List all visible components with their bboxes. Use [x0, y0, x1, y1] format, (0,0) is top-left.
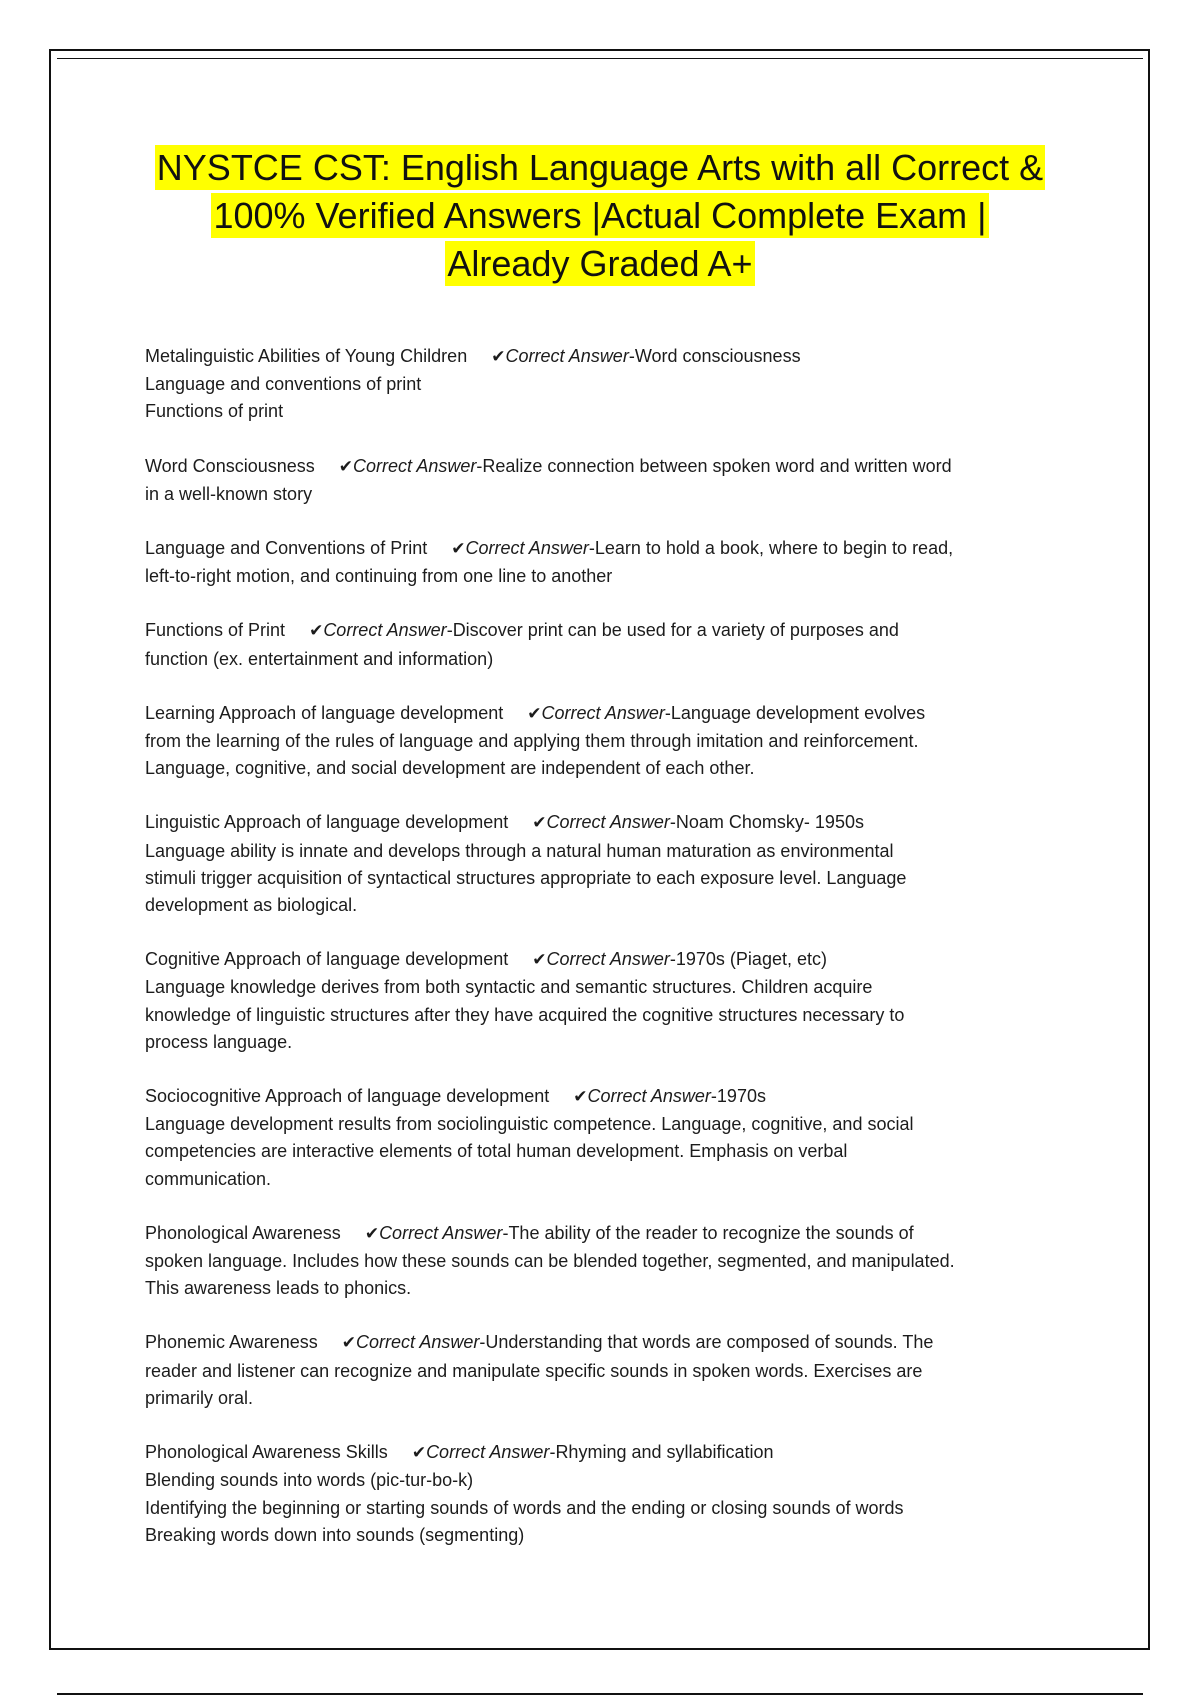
answer-continuation-line: Functions of print	[145, 401, 284, 422]
qa-entry	[145, 1439, 1065, 1549]
answer-separator: -	[664, 702, 671, 723]
qa-entries-list	[145, 343, 1065, 1576]
correct-answer-label: Correct Answer	[353, 455, 477, 476]
answer-continuation-line: development as biological.	[145, 895, 358, 916]
answer-separator: -	[476, 455, 483, 476]
answer-separator: -	[549, 1442, 556, 1463]
correct-answer-label: Correct Answer	[546, 949, 670, 970]
answer-separator: -	[502, 1222, 509, 1243]
answer-continuation-line: spoken language. Includes how these sounds can be blended together, segmented, and manipulated.	[145, 1251, 955, 1272]
qa-entry	[145, 453, 1065, 508]
answer-continuation-line: Breaking words down into sounds (segmenting)	[145, 1524, 525, 1545]
answer-continuation-line: Blending sounds into words (pic-tur-bo-k)	[145, 1470, 474, 1491]
correct-answer-label: Correct Answer	[505, 346, 629, 366]
entry-term: Phonological Awareness	[145, 1222, 341, 1243]
entry-first-line	[145, 1329, 1065, 1357]
checkmark-icon: ✔	[491, 347, 506, 367]
correct-answer-label: Correct Answer	[465, 538, 589, 559]
answer-text: Understanding that words are composed of sounds. The	[485, 1332, 934, 1353]
correct-answer-label: Correct Answer	[587, 1086, 711, 1107]
entry-first-line	[145, 343, 1065, 371]
checkmark-icon: ✔	[411, 1443, 427, 1464]
entry-term: Phonological Awareness Skills	[145, 1442, 388, 1463]
answer-separator: -	[669, 949, 676, 970]
entry-first-line	[145, 453, 1065, 481]
entry-term: Sociocognitive Approach of language development	[145, 1086, 550, 1107]
entry-first-line	[145, 1220, 1065, 1248]
answer-continuation-line: Language, cognitive, and social development are independent of each other.	[145, 758, 755, 779]
answer-continuation-line: process language.	[145, 1031, 293, 1052]
entry-first-line	[145, 1083, 1065, 1111]
answer-text: Noam Chomsky- 1950s	[675, 812, 864, 833]
answer-continuation-line: communication.	[145, 1168, 272, 1189]
answer-continuation-line: in a well-known story	[145, 483, 313, 504]
answer-separator: -	[588, 538, 595, 559]
qa-entry	[145, 1329, 1065, 1412]
title-line-2: 100% Verified Answers |Actual Complete Exam |	[213, 195, 987, 236]
qa-entry	[145, 946, 1065, 1056]
document-title	[120, 144, 1080, 288]
answer-continuation-line: from the learning of the rules of language and applying them through imitation and reinforcement.	[145, 731, 919, 752]
checkmark-icon: ✔	[532, 813, 547, 834]
correct-answer-label: Correct Answer	[426, 1442, 550, 1463]
answer-separator: -	[446, 620, 453, 641]
page-bottom-rule	[57, 1693, 1143, 1695]
entry-term: Phonemic Awareness	[145, 1332, 318, 1353]
answer-continuation-line: Identifying the beginning or starting sounds of words and the ending or closing sounds of words	[145, 1497, 904, 1518]
entry-term: Word Consciousness	[145, 455, 315, 476]
entry-term: Functions of Print	[145, 620, 286, 641]
checkmark-icon: ✔	[338, 456, 353, 477]
entry-term: Language and Conventions of Print	[145, 538, 428, 559]
correct-answer-label: Correct Answer	[379, 1222, 503, 1243]
correct-answer-label: Correct Answer	[546, 812, 670, 833]
answer-text: 1970s	[716, 1086, 766, 1107]
answer-continuation-line: Language knowledge derives from both syntactic and semantic structures. Children acquire	[145, 977, 873, 998]
qa-entry	[145, 1220, 1065, 1303]
title-line-3: Already Graded A+	[447, 243, 753, 284]
answer-continuation-line: knowledge of linguistic structures after they have acquired the cognitive structures necessary to	[145, 1004, 905, 1025]
checkmark-icon: ✔	[451, 539, 466, 560]
entry-term: Cognitive Approach of language development	[145, 949, 509, 970]
entry-term: Learning Approach of language development	[145, 702, 504, 723]
answer-separator: -	[669, 812, 676, 833]
checkmark-icon: ✔	[532, 950, 547, 971]
answer-continuation-line: Language ability is innate and develops through a natural human maturation as environmental	[145, 840, 894, 861]
qa-entry	[145, 343, 1065, 426]
answer-continuation-line: reader and listener can recognize and manipulate specific sounds in spoken words. Exercises are	[145, 1360, 923, 1381]
answer-continuation-line: Language and conventions of print	[145, 374, 422, 395]
qa-entry	[145, 617, 1065, 672]
checkmark-icon: ✔	[527, 703, 542, 724]
correct-answer-label: Correct Answer	[356, 1332, 480, 1353]
answer-separator: -	[479, 1332, 486, 1353]
qa-entry	[145, 809, 1065, 919]
correct-answer-label: Correct Answer	[541, 702, 665, 723]
answer-continuation-line: primarily oral.	[145, 1387, 254, 1408]
answer-separator: -	[628, 346, 635, 366]
answer-continuation-line: left-to-right motion, and continuing from one line to another	[145, 566, 613, 587]
answer-text: Realize connection between spoken word and written word	[482, 455, 952, 476]
answer-continuation-line: Language development results from sociolinguistic competence. Language, cognitive, and social	[145, 1114, 914, 1135]
entry-first-line	[145, 946, 1065, 974]
checkmark-icon: ✔	[309, 621, 324, 642]
answer-text: 1970s (Piaget, etc)	[675, 949, 827, 970]
answer-text: Rhyming and syllabification	[555, 1442, 774, 1463]
qa-entry	[145, 535, 1065, 590]
answer-text: The ability of the reader to recognize the sounds of	[508, 1222, 914, 1243]
answer-continuation-line: stimuli trigger acquisition of syntactical structures appropriate to each exposure level. Language	[145, 867, 907, 888]
qa-entry	[145, 1083, 1065, 1193]
entry-term: Linguistic Approach of language development	[145, 812, 509, 833]
answer-separator: -	[710, 1086, 717, 1107]
entry-first-line	[145, 1439, 1065, 1467]
entry-first-line	[145, 809, 1065, 837]
checkmark-icon: ✔	[364, 1223, 380, 1244]
answer-text: Discover print can be used for a variety of purposes and	[452, 620, 899, 641]
page-top-rule	[57, 58, 1143, 59]
entry-term: Metalinguistic Abilities of Young Children	[145, 346, 468, 366]
checkmark-icon: ✔	[341, 1333, 357, 1354]
entry-first-line	[145, 700, 1065, 728]
qa-entry	[145, 700, 1065, 783]
answer-text: Learn to hold a book, where to begin to read,	[594, 538, 954, 559]
entry-first-line	[145, 617, 1065, 645]
answer-text: Word consciousness	[634, 346, 801, 366]
answer-text: Language development evolves	[670, 702, 926, 723]
checkmark-icon: ✔	[573, 1087, 588, 1108]
title-line-1: NYSTCE CST: English Language Arts with all Correct &	[156, 147, 1044, 188]
correct-answer-label: Correct Answer	[323, 620, 447, 641]
answer-continuation-line: competencies are interactive elements of total human development. Emphasis on verbal	[145, 1141, 848, 1162]
entry-first-line	[145, 535, 1065, 563]
answer-continuation-line: This awareness leads to phonics.	[145, 1278, 412, 1299]
answer-continuation-line: function (ex. entertainment and information)	[145, 648, 494, 669]
